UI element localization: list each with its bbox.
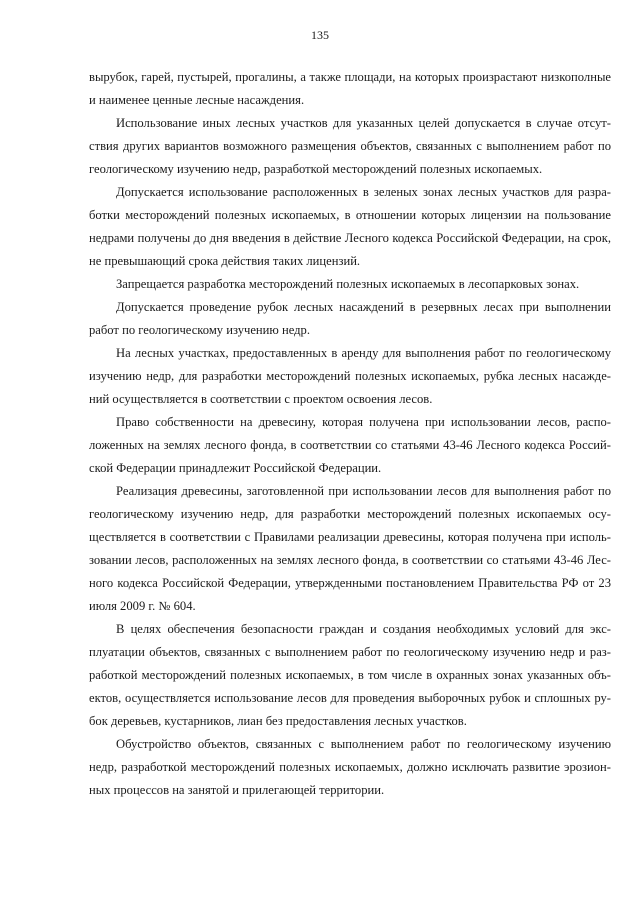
paragraph-safety-felling: В целях обеспечения безопасности граждан и создания необходимых условий для эксплуатации объектов, связанных с выполнением работ по геологическому изучению недр и разработкой месторождений полезных ископаемых, в том числе в охранных зонах указанных объектов, осуществляется использование лесов для проведения выборочных рубок и сплошных рубок деревьев, кустарников, лиан без предоставления лесных участков.: [89, 622, 611, 728]
paragraph-erosion-prevention: Обустройство объектов, связанных с выполнением работ по геологическому изучению недр, разработкой месторождений полезных ископаемых, должно исключать развитие эрозионных процессов на занятой и прилегающей территории.: [89, 737, 611, 797]
paragraph-alternative-sites: Использование иных лесных участков для указанных целей допускается в случае отсутствия других вариантов возможного размещения объектов, связанных с выполнением работ по геологическому изучению недр, разработкой месторождений полезных ископаемых.: [89, 116, 611, 176]
document-body: [89, 66, 611, 802]
paragraph-green-zones: Допускается использование расположенных в зеленых зонах лесных участков для разработки месторождений полезных ископаемых, в отношении которых лицензии на пользование недрами получены до дня введения в действие Лесного кодекса Российской Федерации, на срок, не превышающий срока действия таких лицензий.: [89, 185, 611, 268]
paragraph-forest-park-ban: Запрещается разработка месторождений полезных ископаемых в лесопарковых зонах.: [116, 277, 580, 291]
paragraph-continuation: вырубок, гарей, пустырей, прогалины, а также площади, на которых произрастают низкополные и наименее ценные лесные насаждения.: [89, 70, 611, 107]
paragraph-timber-ownership: Право собственности на древесину, которая получена при использовании лесов, расположенных на землях лесного фонда, в соответствии со статьями 43-46 Лесного кодекса Российской Федерации принадлежит Российской Федерации.: [89, 415, 611, 475]
paragraph-reserve-forests: Допускается проведение рубок лесных насаждений в резервных лесах при выполнении работ по геологическому изучению недр.: [89, 300, 611, 337]
paragraph-timber-sale: Реализация древесины, заготовленной при использовании лесов для выполнения работ по геологическому изучению недр, для разработки месторождений полезных ископаемых осуществляется в соответствии с Правилами реализации древесины, которая получена при использовании лесов, расположенных на землях лесного фонда, в соответствии со статьями 43-46 Лесного кодекса Российской Федерации, утвержденными постановлением Правительства РФ от 23 июля 2009 г. № 604.: [89, 484, 611, 613]
paragraph-leased-plots: На лесных участках, предоставленных в аренду для выполнения работ по геологическому изучению недр, для разработки месторождений полезных ископаемых, рубка лесных насаждений осуществляется в соответствии с проектом освоения лесов.: [89, 346, 611, 406]
page-number: 135: [311, 28, 329, 42]
